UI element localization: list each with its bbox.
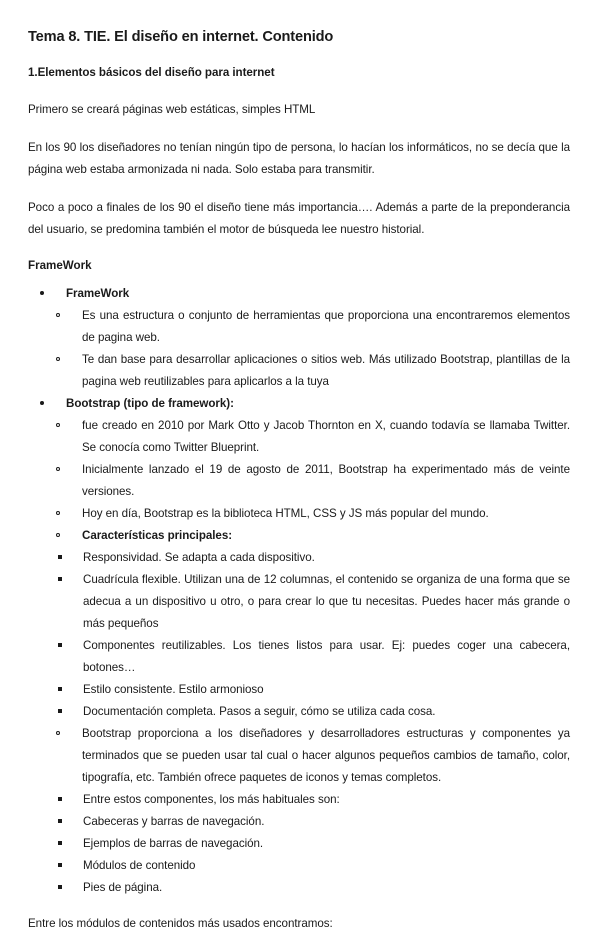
list-item	[58, 547, 570, 569]
list-item	[58, 877, 570, 899]
list-item-bootstrap	[40, 393, 570, 415]
square-bullet-icon	[58, 547, 62, 569]
list-item-label: fue creado en 2010 por Mark Otto y Jacob Thornton en X, cuando todavía se llamaba Twitter. Se conocía como Twitter Blueprint.	[82, 419, 570, 455]
list-item	[56, 415, 570, 459]
closing-paragraph: Entre los módulos de contenidos más usados encontramos:	[28, 917, 333, 931]
list-item	[56, 349, 570, 393]
list-item-label: Ejemplos de barras de navegación.	[83, 837, 264, 851]
list-item-label: Responsividad. Se adapta a cada dispositivo.	[83, 551, 315, 565]
framework-sublist	[56, 305, 570, 393]
list-item-label: Cuadrícula flexible. Utilizan una de 12 columnas, el contenido se organiza de una forma que se adecua a un dispositivo u otro, o para crear lo que tu necesitas. Puedes hacer más grande o más pequeños	[83, 573, 570, 631]
list-item-label: Pies de página.	[83, 881, 163, 895]
list-item	[56, 305, 570, 349]
square-bullet-icon	[58, 635, 62, 657]
square-bullet-icon	[58, 811, 62, 833]
list-item	[58, 635, 570, 679]
square-bullet-icon	[58, 833, 62, 855]
list-item	[58, 811, 570, 833]
circle-bullet-icon	[56, 723, 60, 745]
list-item-label: Bootstrap (tipo de framework):	[66, 397, 234, 411]
list-item-label: Inicialmente lanzado el 19 de agosto de 2011, Bootstrap ha experimentado más de veinte versiones.	[82, 463, 570, 499]
list-item	[56, 459, 570, 503]
disc-bullet-icon	[40, 283, 44, 305]
list-item-label: Componentes reutilizables. Los tienes listos para usar. Ej: puedes coger una cabecera, botones…	[83, 639, 570, 675]
list-item	[56, 503, 570, 525]
paragraph-3: Poco a poco a finales de los 90 el diseño tiene más importancia…. Además a parte de la preponderancia del usuario, se predomina también el motor de búsqueda lee nuestro historial.	[28, 200, 570, 236]
page-title: Tema 8. TIE. El diseño en internet. Contenido	[28, 29, 334, 45]
list-item-label: Bootstrap proporciona a los diseñadores y desarrolladores estructuras y componentes ya terminados que se pueden usar tal cual o hacer algunos pequeños cambios de tamaño, color, tipografía, etc. También ofrece paquetes de iconos y temas completos.	[82, 727, 570, 785]
componentes-sublist	[58, 789, 570, 899]
list-item-label: Estilo consistente. Estilo armonioso	[83, 683, 264, 697]
circle-bullet-icon	[56, 305, 60, 327]
section-heading-1: 1.Elementos básicos del diseño para internet	[28, 66, 275, 80]
list-item-label: Te dan base para desarrollar aplicaciones o sitios web. Más utilizado Bootstrap, plantillas de la pagina web reutilizables para aplicarlos a la tuya	[82, 353, 570, 389]
list-item-caracteristicas	[56, 525, 570, 547]
list-item-label: FrameWork	[66, 287, 130, 301]
square-bullet-icon	[58, 789, 62, 811]
square-bullet-icon	[58, 679, 62, 701]
circle-bullet-icon	[56, 525, 60, 547]
bootstrap-sublist	[56, 415, 570, 547]
paragraph-2: En los 90 los diseñadores no tenían ningún tipo de persona, lo hacían los informáticos, no se decía que la página web estaba armonizada ni nada. Solo estaba para transmitir.	[28, 140, 570, 176]
proporciona-list	[56, 723, 570, 789]
square-bullet-icon	[58, 701, 62, 723]
circle-bullet-icon	[56, 459, 60, 481]
bootstrap-list	[40, 393, 570, 415]
list-item-label: Características principales:	[82, 529, 233, 543]
list-item-label: Es una estructura o conjunto de herramientas que proporciona una encontraremos elementos de pagina web.	[82, 309, 570, 345]
spacer	[28, 899, 570, 913]
list-item	[58, 569, 570, 635]
list-item-label: Documentación completa. Pasos a seguir, cómo se utiliza cada cosa.	[83, 705, 436, 719]
paragraph-1: Primero se creará páginas web estáticas, simples HTML	[28, 102, 316, 116]
outline-list	[40, 283, 570, 305]
square-bullet-icon	[58, 877, 62, 899]
list-item-label: Módulos de contenido	[83, 859, 196, 873]
list-item	[58, 833, 570, 855]
list-item	[58, 855, 570, 877]
disc-bullet-icon	[40, 393, 44, 415]
list-item-label: Entre estos componentes, los más habituales son:	[83, 793, 340, 807]
circle-bullet-icon	[56, 503, 60, 525]
square-bullet-icon	[58, 569, 62, 591]
circle-bullet-icon	[56, 349, 60, 371]
list-item	[58, 701, 570, 723]
list-item-label: Hoy en día, Bootstrap es la biblioteca HTML, CSS y JS más popular del mundo.	[82, 507, 489, 521]
circle-bullet-icon	[56, 415, 60, 437]
list-item-framework	[40, 283, 570, 305]
list-item-label: Cabeceras y barras de navegación.	[83, 815, 265, 829]
list-item	[58, 789, 570, 811]
caracteristicas-sublist	[58, 547, 570, 723]
framework-heading: FrameWork	[28, 258, 92, 272]
list-item	[58, 679, 570, 701]
list-item	[56, 723, 570, 789]
square-bullet-icon	[58, 855, 62, 877]
